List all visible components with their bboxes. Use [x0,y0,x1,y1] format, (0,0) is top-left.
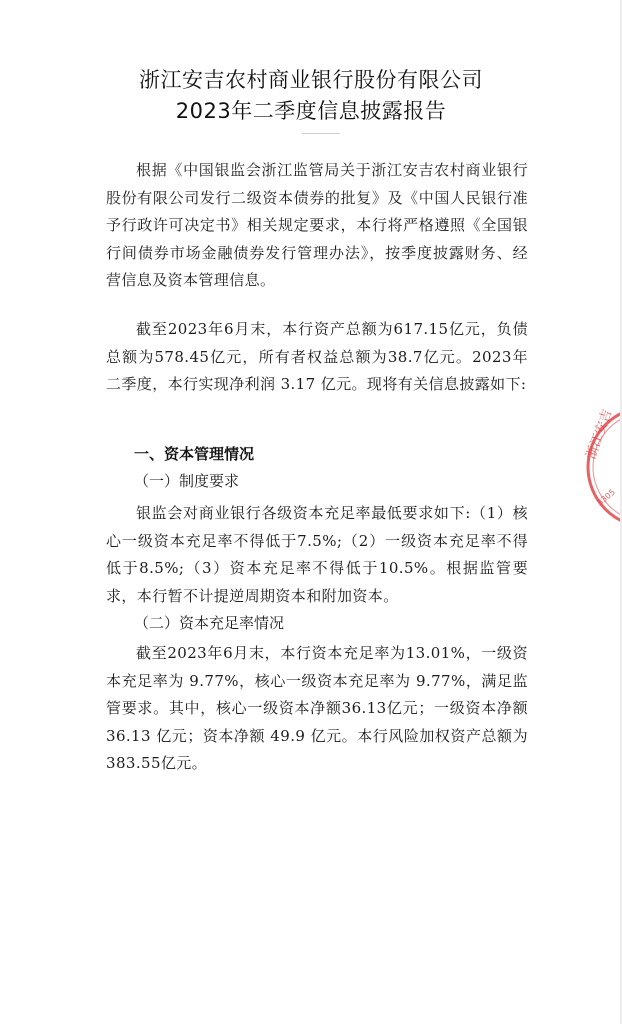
subsection-heading-requirements: （一）制度要求 [134,472,240,490]
official-seal-stamp [582,402,622,532]
paragraph-requirements: 银监会对商业银行各级资本充足率最低要求如下:（1）核心一级资本充足率不得低于7.5%;（2）一级资本充足率不得低于8.5%;（3）资本充足率不得低于10.5%。根据监管要求，本行暂不计提逆周期资本和附加资本。 [106,504,528,605]
subsection-heading-adequacy: （二）资本充足率情况 [134,614,285,632]
section-heading-capital-management: 一、资本管理情况 [134,445,255,463]
document-title-line2: 2023年二季度信息披露报告 [175,99,447,123]
svg-text:3305: 3305 [595,487,617,508]
paragraph-financials: 截至2023年6月末，本行资产总额为617.15亿元，负债总额为578.45亿元，所有者权益总额为38.7亿元。2023年二季度，本行实现净利润 3.17 亿元。现将有关信息披露如下: [106,320,528,394]
paragraph-adequacy: 截至2023年6月末，本行资本充足率为13.01%，一级资本充足率为 9.77%，核心一级资本充足率为 9.77%，满足监管要求。其中，核心一级资本净额36.13亿元；一级资本净额 36.13 亿元；资本净额 49.9 亿元。本行风险加权资产总额为383.55亿元。 [106,644,528,773]
paragraph-basis: 根据《中国银监会浙江监管局关于浙江安吉农村商业银行股份有限公司发行二级资本债券的批复》及《中国人民银行准予行政许可决定书》相关规定要求，本行将严格遵照《全国银行间债券市场金融债券发行管理办法》，按季度披露财务、经营信息及资本管理信息。 [106,161,528,290]
document-title-line1: 浙江安吉农村商业银行股份有限公司 [139,68,483,92]
svg-text:浙江安吉: 浙江安吉 [583,407,616,462]
title-divider [302,133,340,134]
